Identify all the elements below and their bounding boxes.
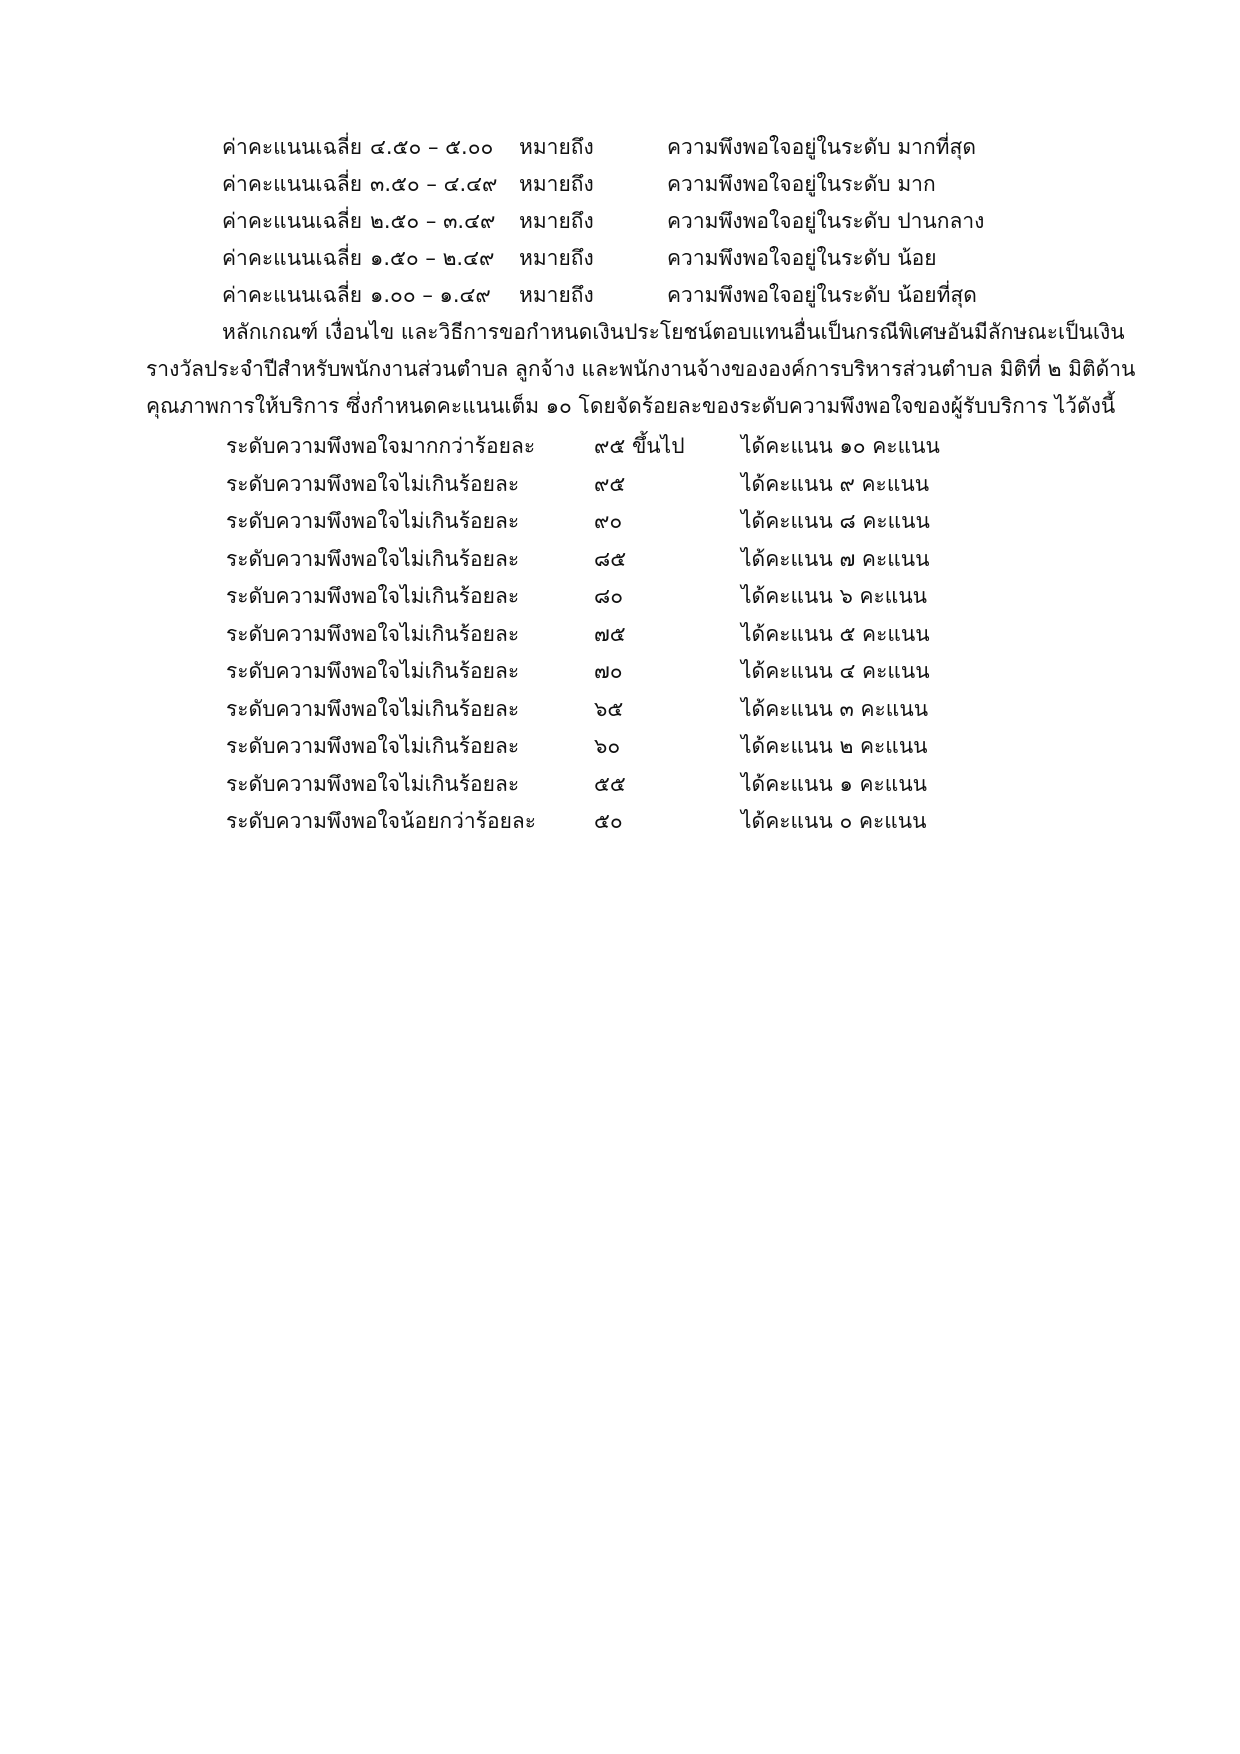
satisfaction-score: ได้คะแนน ๗ คะแนน (741, 547, 930, 571)
mean-score-range: ๑.๕๐ – ๒.๔๙ (370, 246, 495, 270)
satisfaction-percent: ๙๐ (594, 509, 623, 533)
mean-score-meaning: ความพึงพอใจอยู่ในระดับ ปานกลาง (667, 209, 985, 233)
mean-score-label: ค่าคะแนนเฉลี่ย (222, 209, 363, 233)
satisfaction-percent: ๙๕ (594, 472, 626, 496)
satisfaction-score: ได้คะแนน ๑๐ คะแนน (741, 434, 940, 458)
satisfaction-level: ระดับความพึงพอใจไม่เกินร้อยละ (226, 472, 520, 496)
satisfaction-percent: ๘๕ (594, 547, 627, 571)
satisfaction-percent: ๘๐ (594, 584, 624, 608)
satisfaction-percent: ๗๕ (594, 622, 626, 646)
satisfaction-percent: ๕๐ (594, 809, 623, 833)
mean-score-label: ค่าคะแนนเฉลี่ย (222, 283, 363, 307)
satisfaction-level: ระดับความพึงพอใจไม่เกินร้อยละ (226, 734, 520, 758)
mean-score-range: ๒.๕๐ – ๓.๔๙ (370, 209, 496, 233)
mean-score-means: หมายถึง (519, 135, 594, 159)
satisfaction-percent: ๙๕ ขึ้นไป (594, 434, 685, 458)
mean-score-meaning: ความพึงพอใจอยู่ในระดับ มาก (667, 172, 936, 196)
satisfaction-level: ระดับความพึงพอใจไม่เกินร้อยละ (226, 509, 520, 533)
satisfaction-percent: ๖๕ (594, 697, 624, 721)
mean-score-meaning: ความพึงพอใจอยู่ในระดับ น้อย (667, 246, 937, 270)
satisfaction-score: ได้คะแนน ๒ คะแนน (741, 734, 928, 758)
satisfaction-level: ระดับความพึงพอใจไม่เกินร้อยละ (226, 772, 520, 796)
mean-score-label: ค่าคะแนนเฉลี่ย (222, 135, 363, 159)
mean-score-meaning: ความพึงพอใจอยู่ในระดับ มากที่สุด (667, 135, 976, 159)
satisfaction-score: ได้คะแนน ๐ คะแนน (741, 809, 927, 833)
satisfaction-level: ระดับความพึงพอใจไม่เกินร้อยละ (226, 659, 520, 683)
mean-score-label: ค่าคะแนนเฉลี่ย (222, 172, 363, 196)
satisfaction-percent: ๕๕ (594, 772, 626, 796)
mean-score-range: ๔.๕๐ – ๕.๐๐ (370, 135, 494, 159)
mean-score-means: หมายถึง (519, 283, 594, 307)
satisfaction-score: ได้คะแนน ๘ คะแนน (741, 509, 930, 533)
satisfaction-level: ระดับความพึงพอใจน้อยกว่าร้อยละ (226, 809, 537, 833)
mean-score-means: หมายถึง (519, 172, 594, 196)
satisfaction-score: ได้คะแนน ๕ คะแนน (741, 622, 930, 646)
criteria-line: คุณภาพการให้บริการ ซึ่งกำหนดคะแนนเต็ม ๑๐ โดยจัดร้อยละของระดับความพึงพอใจของผู้รับบริการ ไว้ดังนี้ (146, 394, 1116, 418)
satisfaction-percent: ๖๐ (594, 734, 621, 758)
mean-score-range: ๓.๕๐ – ๔.๔๙ (370, 172, 498, 196)
criteria-line: หลักเกณฑ์ เงื่อนไข และวิธีการขอกำหนดเงินประโยชน์ตอบแทนอื่นเป็นกรณีพิเศษอันมีลักษณะเป็นเงิน (222, 320, 1125, 344)
satisfaction-level: ระดับความพึงพอใจไม่เกินร้อยละ (226, 547, 520, 571)
satisfaction-score: ได้คะแนน ๖ คะแนน (741, 584, 928, 608)
satisfaction-level: ระดับความพึงพอใจไม่เกินร้อยละ (226, 697, 520, 721)
criteria-line: รางวัลประจำปีสำหรับพนักงานส่วนตำบล ลูกจ้าง และพนักงานจ้างขององค์การบริหารส่วนตำบล มิติที่ ๒ มิติด้าน (146, 357, 1136, 381)
satisfaction-level: ระดับความพึงพอใจไม่เกินร้อยละ (226, 622, 520, 646)
satisfaction-score: ได้คะแนน ๑ คะแนน (741, 772, 928, 796)
satisfaction-score: ได้คะแนน ๓ คะแนน (741, 697, 929, 721)
mean-score-range: ๑.๐๐ – ๑.๔๙ (370, 283, 491, 307)
satisfaction-level: ระดับความพึงพอใจมากกว่าร้อยละ (226, 434, 536, 458)
satisfaction-percent: ๗๐ (594, 659, 623, 683)
mean-score-means: หมายถึง (519, 246, 594, 270)
satisfaction-level: ระดับความพึงพอใจไม่เกินร้อยละ (226, 584, 520, 608)
mean-score-means: หมายถึง (519, 209, 594, 233)
mean-score-meaning: ความพึงพอใจอยู่ในระดับ น้อยที่สุด (667, 283, 977, 307)
satisfaction-score: ได้คะแนน ๔ คะแนน (741, 659, 930, 683)
satisfaction-score: ได้คะแนน ๙ คะแนน (741, 472, 930, 496)
mean-score-label: ค่าคะแนนเฉลี่ย (222, 246, 363, 270)
